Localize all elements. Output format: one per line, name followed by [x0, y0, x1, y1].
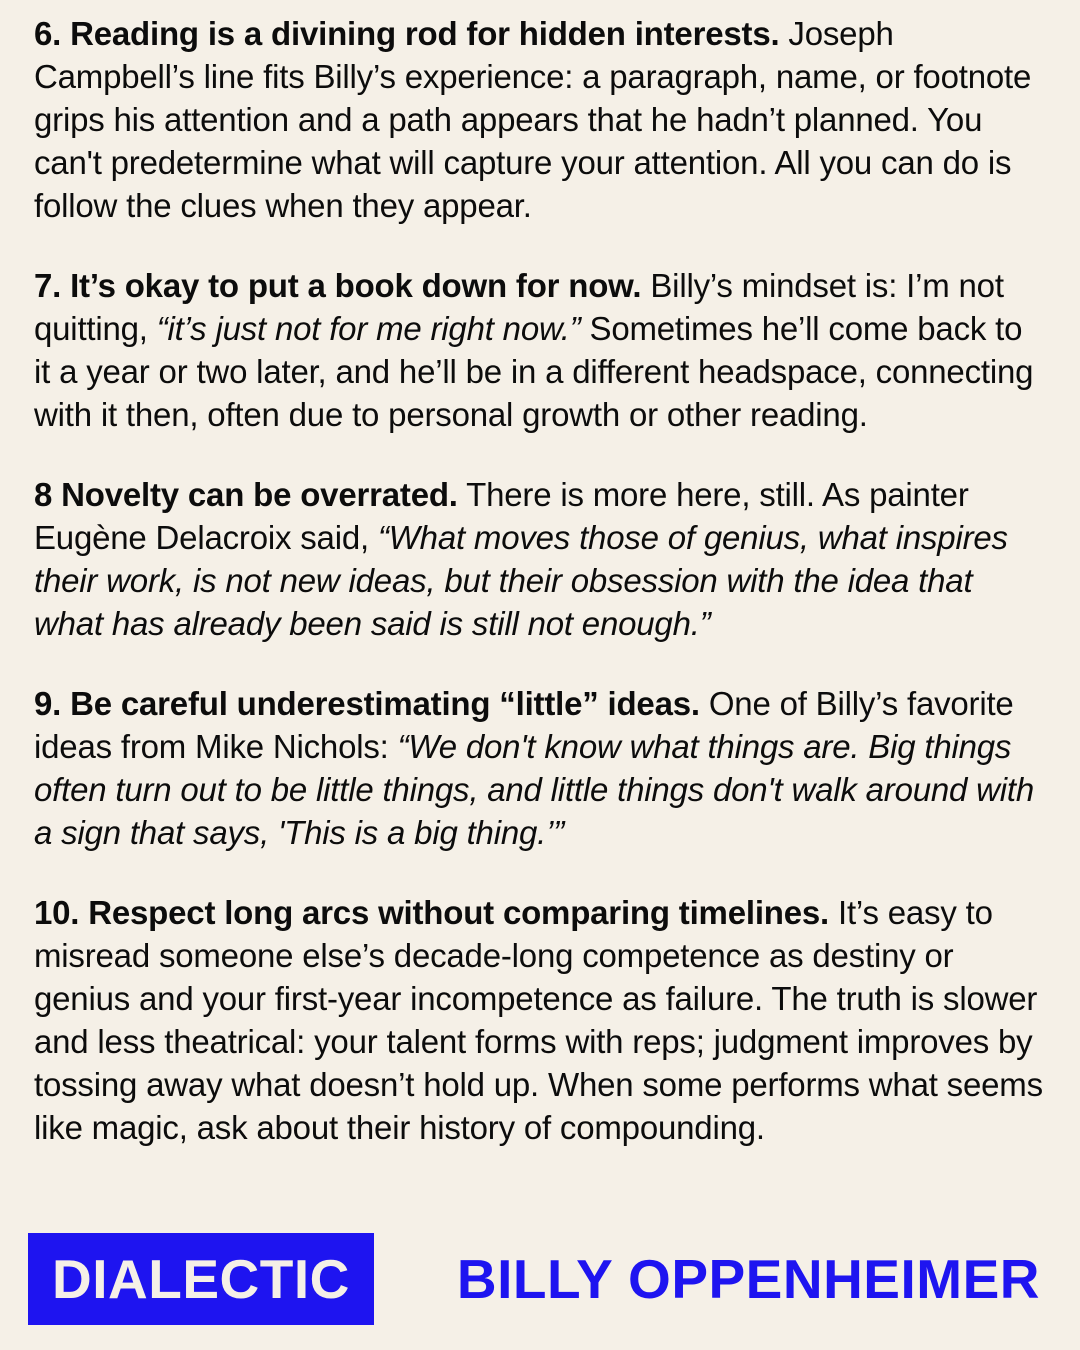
section-text: Sometimes he’ll come back to it a year or two later, and he’ll be in a different headspace, connecting with it then, often due to personal growth or other reading.: [34, 310, 1034, 433]
author-name: BILLY OPPENHEIMER: [456, 1247, 1040, 1310]
section-text: One of Billy’s favorite ideas from Mike Nichols:: [34, 685, 1014, 765]
quote-italic: “it’s just not for me right now.”: [156, 310, 581, 347]
section-heading: 8 Novelty can be overrated.: [34, 476, 458, 513]
section-heading: 9. Be careful underestimating “little” ideas.: [34, 685, 700, 722]
section-paragraph-10: [34, 891, 1044, 1149]
section-heading: 10. Respect long arcs without comparing timelines.: [34, 894, 830, 931]
quote-italic: “What moves those of genius, what inspires their work, is not new ideas, but their obsession with the idea that what has already been said is still not enough.”: [34, 519, 1008, 642]
section-heading: 6. Reading is a divining rod for hidden interests.: [34, 15, 780, 52]
section-text: It’s easy to misread someone else’s decade-long competence as destiny or genius and your first-year incompetence as failure. The truth is slower and less theatrical: your talent forms with reps; judgment improves by tossing away what doesn’t hold up. When some performs what seems like magic, ask about their history of compounding.: [34, 894, 1043, 1146]
section-heading: 7. It’s okay to put a book down for now.: [34, 267, 642, 304]
section-paragraph-8: [34, 473, 1044, 645]
footer: [28, 1233, 1044, 1325]
section-paragraph-9: [34, 682, 1044, 854]
brand-badge: DIALECTIC: [28, 1233, 374, 1325]
section-paragraph-7: [34, 264, 1044, 436]
section-text: There is more here, still. As painter Eugène Delacroix said,: [34, 476, 969, 556]
quote-italic: “We don't know what things are. Big things often turn out to be little things, and little things don't walk around with a sign that says, 'This is a big thing.’”: [34, 728, 1035, 851]
section-paragraph-6: [34, 12, 1044, 227]
section-text: Billy’s mindset is: I’m not quitting,: [34, 267, 1004, 347]
section-text: Joseph Campbell’s line fits Billy’s experience: a paragraph, name, or footnote grips his attention and a path appears that he hadn’t planned. You can't predetermine what will capture your attention. All you can do is follow the clues when they appear.: [34, 15, 1032, 224]
